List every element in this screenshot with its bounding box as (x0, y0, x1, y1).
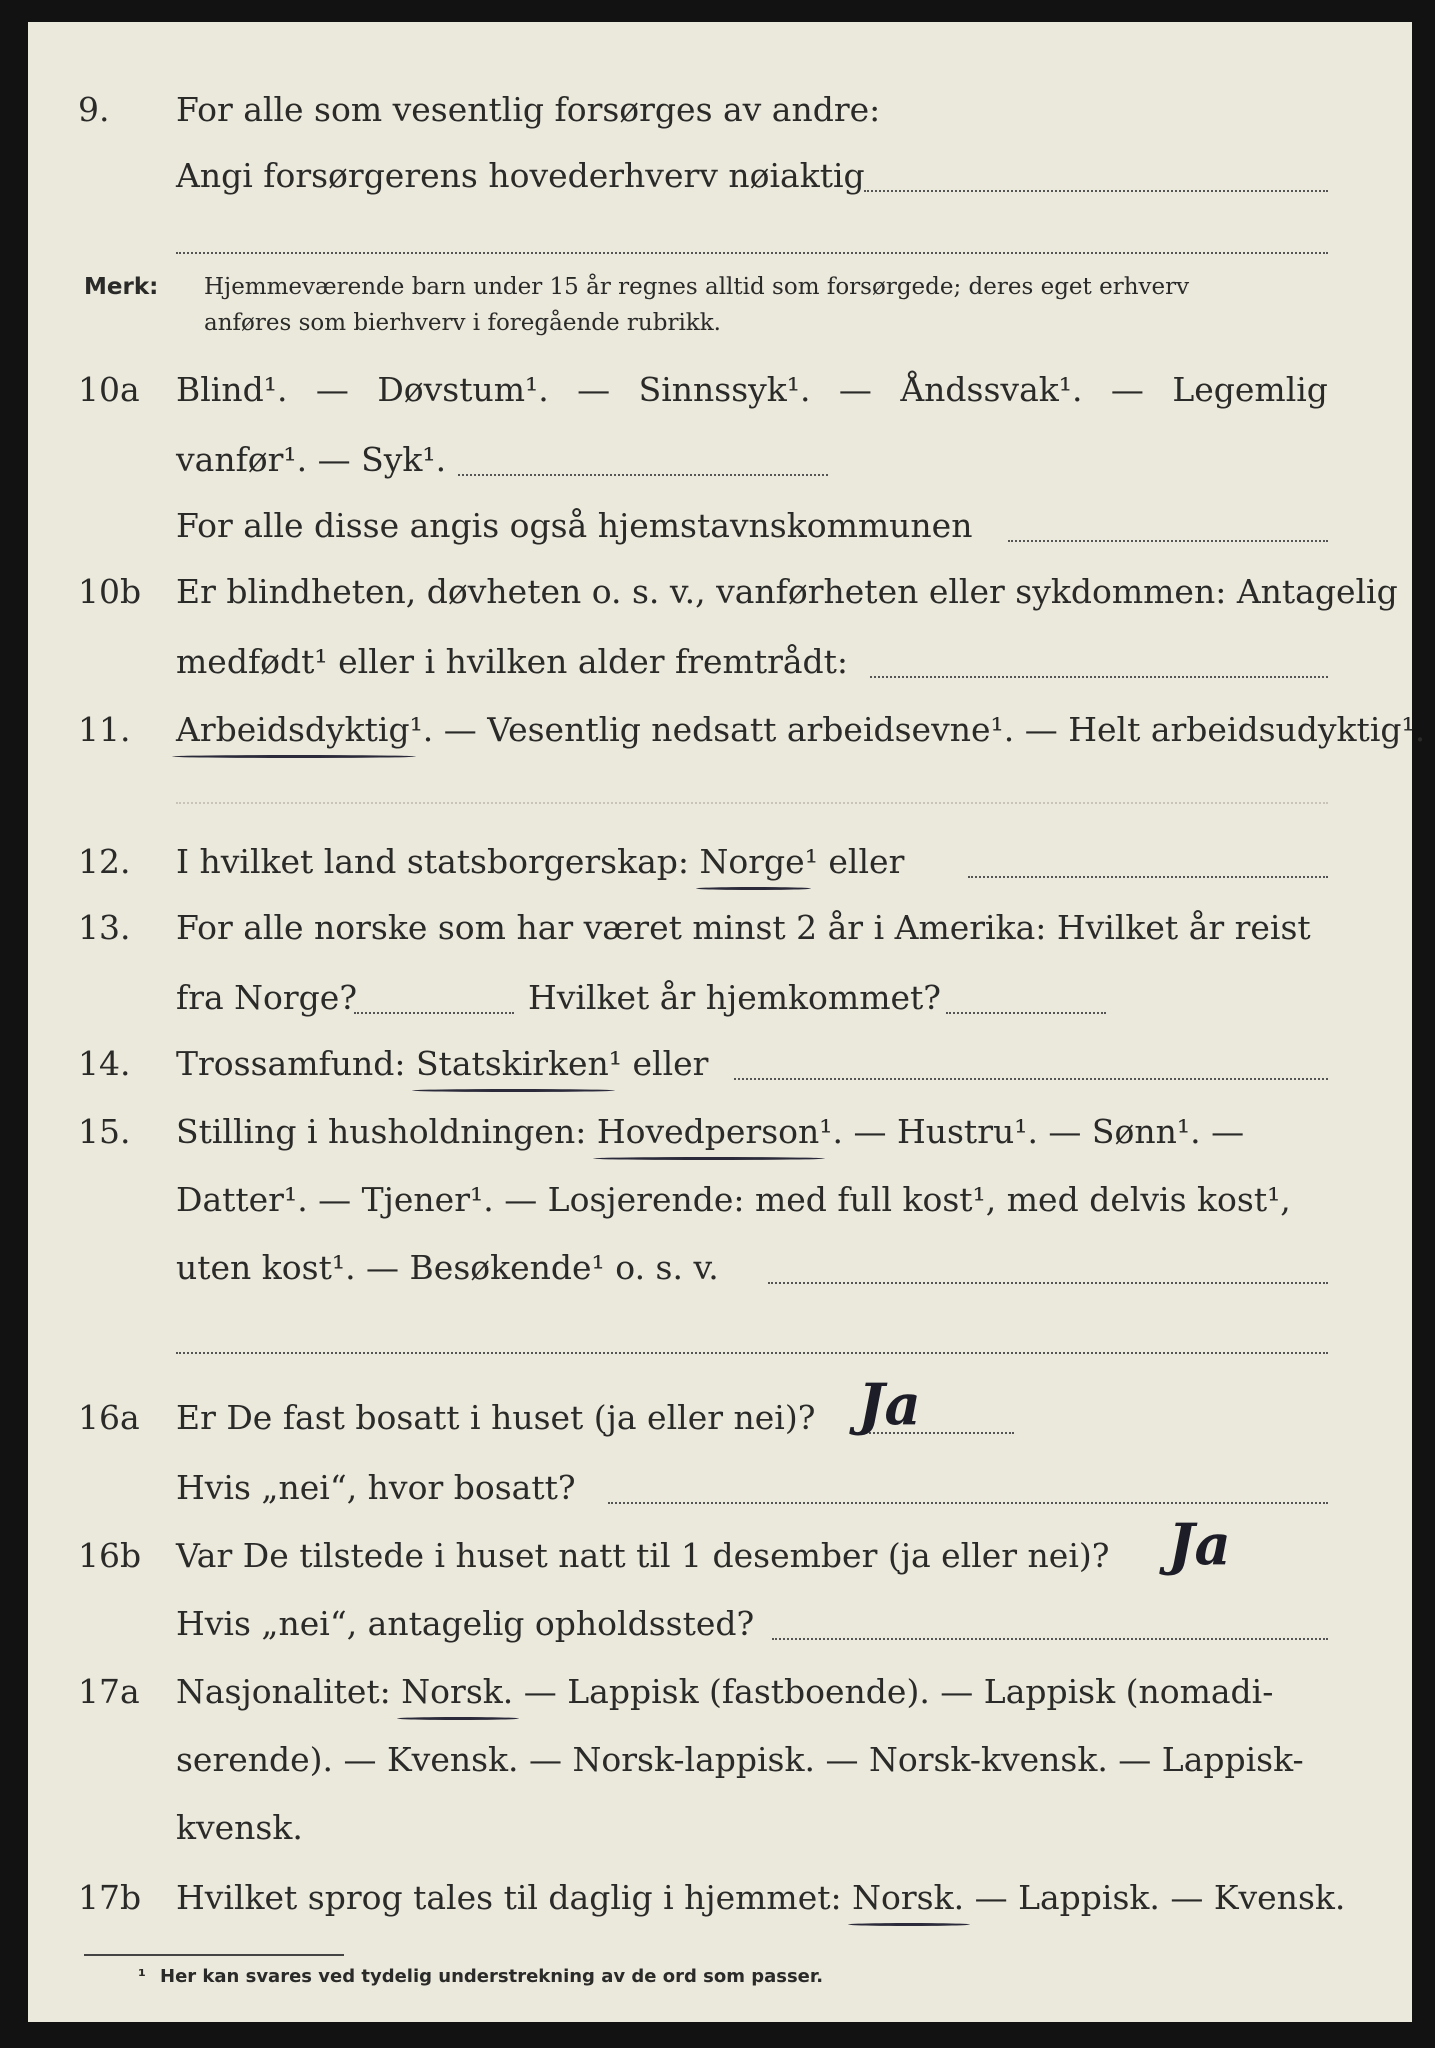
q10a-options: Blind¹. — Døvstum¹. — Sinnssyk¹. — Åndssvak¹. — Legemlig (176, 370, 1328, 409)
q17b-norsk-underlined[interactable]: Norsk. (852, 1878, 965, 1917)
q11-text (176, 710, 1425, 749)
q10a-hjemstavn-field[interactable] (1008, 540, 1328, 542)
q9-extra-field[interactable] (176, 252, 1328, 254)
q12-pre: I hvilket land statsborgerskap: (176, 842, 690, 881)
q14-number: 14. (78, 1044, 131, 1083)
q15-other-field[interactable] (768, 1282, 1328, 1284)
q11-arbeidsdyktig-underlined[interactable]: Arbeidsdyktig (176, 710, 410, 749)
q9-provider-field[interactable] (864, 190, 1328, 192)
q15-text (176, 1112, 1244, 1151)
q10a-syk-field[interactable] (458, 474, 828, 476)
q10a-vanfor-syk: vanfør¹. — Syk¹. (176, 440, 447, 479)
footnote-divider (84, 1954, 344, 1956)
q12-number: 12. (78, 842, 131, 881)
q16b-text: Var De tilstede i huset natt til 1 desember (ja eller nei)? (176, 1536, 1110, 1575)
q13-number: 13. (78, 908, 131, 947)
q12-post: ¹ eller (804, 842, 905, 881)
q10a-blind[interactable]: Blind¹. (176, 370, 288, 409)
q16a-text: Er De fast bosatt i huset (ja eller nei)? (176, 1398, 816, 1437)
merk-line1: Hjemmeværende barn under 15 år regnes alltid som forsørgede; deres eget erhverv (204, 274, 1190, 300)
q17b-number: 17b (78, 1878, 142, 1917)
q17b-pre: Hvilket sprog tales til daglig i hjemmet: (176, 1878, 842, 1917)
q17a-number: 17a (78, 1672, 140, 1711)
q16b-number: 16b (78, 1536, 142, 1575)
q16a-bosatt-field[interactable] (608, 1502, 1328, 1504)
q17a-line3-text: kvensk. (176, 1808, 303, 1847)
q9-number: 9. (78, 90, 110, 129)
q16a-bosatt-label: Hvis „nei“, hvor bosatt? (176, 1468, 576, 1507)
q16a-number: 16a (78, 1398, 140, 1437)
q17a-text (176, 1672, 1273, 1711)
q11-extra-field[interactable] (176, 802, 1328, 804)
q10b-alder-label: medfødt¹ eller i hvilken alder fremtrådt: (176, 642, 849, 681)
q10b-text: Er blindheten, døvheten o. s. v., vanførheten eller sykdommen: Antagelig (176, 572, 1398, 611)
q12-other-field[interactable] (968, 876, 1328, 878)
q13-text: For alle norske som har været minst 2 år i Amerika: Hvilket år reist (176, 908, 1311, 947)
q15-line2-text: Datter¹. — Tjener¹. — Losjerende: med full kost¹, med delvis kost¹, (176, 1180, 1291, 1219)
q10b-number: 10b (78, 572, 142, 611)
q16b-handwritten-answer: Ja (1168, 1512, 1231, 1578)
q15-hovedperson-underlined[interactable]: Hovedperson (596, 1112, 820, 1151)
q17a-line2-text: serende). — Kvensk. — Norsk-lappisk. — Norsk-kvensk. — Lappisk- (176, 1740, 1304, 1779)
q10a-hjemstavn-label: For alle disse angis også hjemstavnskommunen (176, 506, 973, 545)
q10a-andssvak[interactable]: Åndssvak¹. (900, 370, 1083, 409)
q10b-alder-field[interactable] (870, 676, 1328, 678)
q9-provider-label: Angi forsørgerens hovederhverv nøiaktig (176, 156, 865, 195)
q14-text (176, 1044, 708, 1083)
q13-reist-field[interactable] (354, 1012, 514, 1014)
q10a-legemlig[interactable]: Legemlig (1172, 370, 1328, 409)
q9-text: For alle som vesentlig forsørges av andre: (176, 90, 881, 129)
q12-norge-underlined[interactable]: Norge (699, 842, 805, 881)
census-form-page (28, 22, 1426, 2022)
q15-extra-field[interactable] (176, 1352, 1328, 1354)
q14-post: ¹ eller (608, 1044, 709, 1083)
q12-text (176, 842, 904, 881)
q17a-post: — Lappisk (fastboende). — Lappisk (nomadi- (523, 1672, 1274, 1711)
q15-post: ¹. — Hustru¹. — Sønn¹. — (819, 1112, 1245, 1151)
q10a-dovstum[interactable]: Døvstum¹. (377, 370, 549, 409)
q15-line3-text: uten kost¹. — Besøkende¹ o. s. v. (176, 1248, 719, 1287)
q11-rest: ¹. — Vesentlig nedsatt arbeidsevne¹. — Helt arbeidsudyktig¹. (409, 710, 1426, 749)
q15-pre: Stilling i husholdningen: (176, 1112, 587, 1151)
q13-reist-label: fra Norge? (176, 978, 358, 1017)
q10a-sinnssyk[interactable]: Sinnssyk¹. (638, 370, 811, 409)
q17a-norsk-underlined[interactable]: Norsk. (401, 1672, 514, 1711)
footnote-mark: ¹ (138, 1966, 146, 1987)
q16b-opholdssted-label: Hvis „nei“, antagelig opholdssted? (176, 1604, 755, 1643)
q15-number: 15. (78, 1112, 131, 1151)
q13-hjemkommet-field[interactable] (946, 1012, 1106, 1014)
footnote-text: Her kan svares ved tydelig understrekning av de ord som passer. (160, 1966, 824, 1987)
q14-other-field[interactable] (734, 1078, 1328, 1080)
q14-pre: Trossamfund: (176, 1044, 406, 1083)
q11-number: 11. (78, 710, 131, 749)
merk-label: Merk: (84, 274, 159, 300)
q14-statskirken-underlined[interactable]: Statskirken (415, 1044, 609, 1083)
q16a-handwritten-answer: Ja (858, 1372, 921, 1438)
merk-line2: anføres som bierhverv i foregående rubrikk. (204, 310, 721, 336)
q17a-pre: Nasjonalitet: (176, 1672, 391, 1711)
q17b-post: — Lappisk. — Kvensk. (974, 1878, 1346, 1917)
q10a-number: 10a (78, 370, 140, 409)
q16b-opholdssted-field[interactable] (772, 1638, 1328, 1640)
q17b-text (176, 1878, 1345, 1917)
q13-hjemkommet-label: Hvilket år hjemkommet? (528, 978, 941, 1017)
